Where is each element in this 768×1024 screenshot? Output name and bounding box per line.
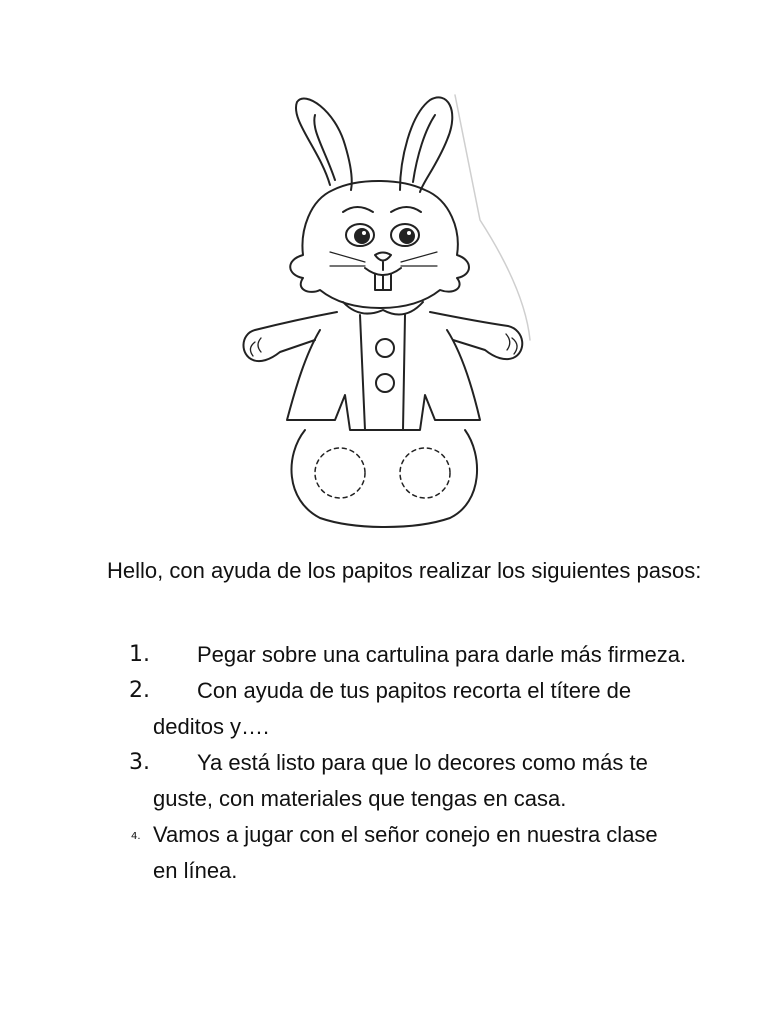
right-hand-fingers (506, 334, 517, 354)
bunny-puppet-illustration (225, 90, 545, 530)
step-number: 3. (129, 750, 150, 775)
nose (375, 253, 391, 261)
step-text: Con ayuda de tus papitos recorta el títere de deditos y…. (153, 678, 632, 739)
finger-hole-left (315, 448, 365, 498)
step-number: 2. (129, 678, 150, 703)
finger-hole-right (400, 448, 450, 498)
button-bottom (376, 374, 394, 392)
step-text: Pegar sobre una cartulina para darle más firmeza. (197, 642, 687, 667)
step-item-3 (107, 745, 687, 817)
jacket-front (360, 315, 405, 430)
teeth (375, 274, 391, 290)
step-text: Ya está listo para que lo decores como más te guste, con materiales que tengas en casa. (153, 750, 648, 811)
right-arm (430, 312, 522, 359)
button-top (376, 339, 394, 357)
left-arm (243, 312, 337, 361)
cut-outline (455, 95, 530, 340)
right-pupil (400, 229, 414, 243)
left-pupil (355, 229, 369, 243)
bunny-drawing (225, 90, 545, 530)
step-item-2 (107, 673, 687, 745)
left-brow (343, 207, 373, 212)
steps-list (107, 637, 687, 889)
left-ear (296, 99, 352, 190)
step-item-1 (107, 637, 687, 673)
left-hand-fingers (250, 338, 261, 356)
body-base (291, 430, 477, 527)
jacket (287, 330, 480, 430)
head (290, 181, 469, 308)
step-item-4 (107, 817, 687, 889)
right-brow (391, 207, 421, 212)
right-ear (400, 97, 452, 192)
mouth (365, 262, 401, 275)
step-text: Vamos a jugar con el señor conejo en nuestra clase en línea. (153, 822, 658, 883)
step-number: 4. (131, 831, 141, 842)
instructions-intro: Hello, con ayuda de los papitos realizar los siguientes pasos: (107, 558, 702, 583)
step-number: 1. (129, 642, 150, 667)
